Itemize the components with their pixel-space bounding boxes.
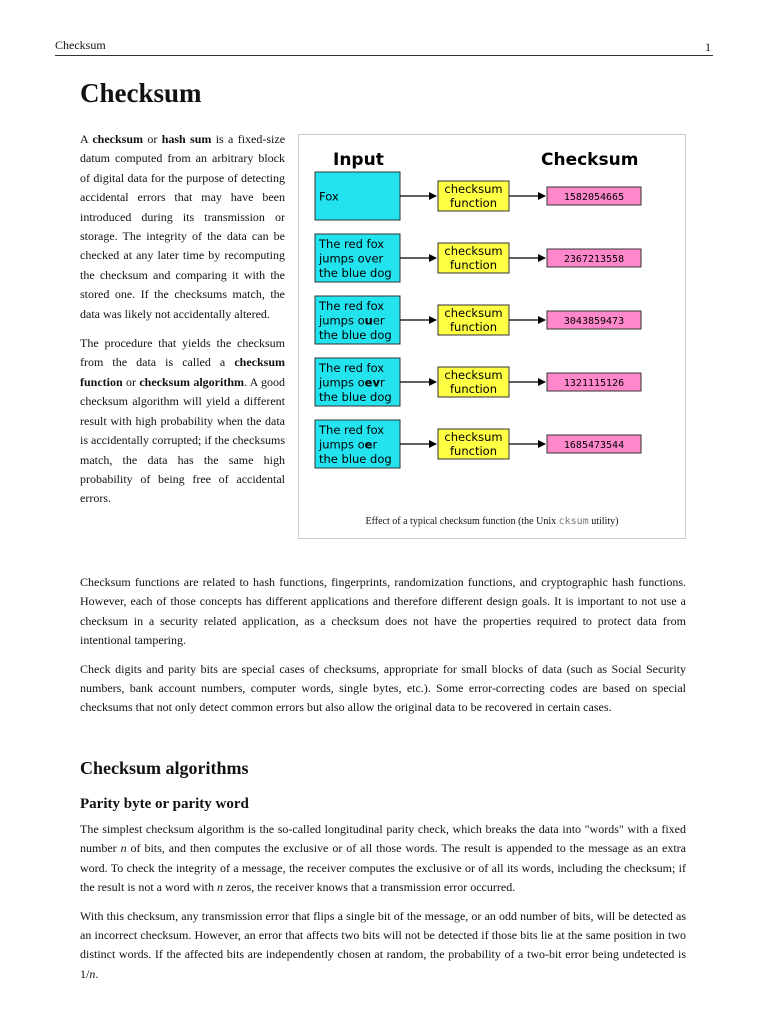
term-hash-sum: hash sum [161, 132, 212, 146]
section-intro [80, 573, 686, 727]
input-text-run: jumps o [319, 437, 365, 452]
section-heading-checksum-algorithms: Checksum algorithms [80, 758, 249, 778]
input-text-run: jumps o [319, 313, 365, 328]
diagram-row [315, 172, 641, 220]
text-run: The procedure that yields the checksum from the data is called a [80, 336, 285, 370]
function-label-line1: checksum [444, 306, 503, 320]
input-text-run: jumps over [319, 251, 384, 266]
input-text-line [318, 237, 384, 251]
function-label-line1: checksum [444, 182, 503, 196]
input-text-run: The red fox [319, 423, 385, 437]
input-text-run: er [372, 313, 385, 328]
intro-paragraph-2 [80, 334, 285, 509]
term-checksum-function: checksum function [80, 355, 285, 389]
input-text-run: ev [364, 375, 380, 390]
diagram-row [315, 420, 641, 468]
input-text-run: jumps o [319, 375, 365, 390]
diagram-row [315, 234, 641, 282]
variable-n: n [120, 841, 127, 856]
checksum-value: 1321115126 [563, 378, 625, 389]
intro-text [80, 130, 285, 519]
diagram-row [315, 296, 641, 344]
checksum-value: 3043859473 [563, 316, 625, 327]
variable-n: n [216, 880, 223, 895]
input-text-run: the blue dog [319, 266, 392, 280]
input-text-line [319, 390, 392, 404]
text-run: of bits, and then computes the exclusive or of all those words. The result is appended to the message as an extra word. To check the integrity of a message, the receiver computes the exclusive or of all its words, including the checksum; if the result is not a word with [80, 841, 687, 895]
text-run: . A good checksum algorithm will yield a different result with high probability when the data is accidentally corrupted; if the checksums match, the data has the same high probability of being free of accidental errors. [80, 374, 285, 506]
input-text-run: the blue dog [319, 390, 392, 404]
input-text-line [319, 328, 392, 342]
variable-n: n [89, 966, 96, 981]
input-text-run: The red fox [319, 361, 385, 375]
running-title: Checksum [55, 38, 106, 52]
text-run: A [80, 132, 93, 146]
input-text-line [319, 266, 392, 280]
input-text-line [319, 452, 392, 466]
input-text-run: r [372, 437, 378, 452]
input-text-run: u [364, 313, 373, 328]
input-text-run: Fox [319, 189, 339, 204]
text-run: . [95, 966, 99, 981]
text-run: With this checksum, any transmission error that flips a single bit of the message, or an odd number of bits, will be detected as an incorrect checksum. However, an error that affects two bits will not be detected if those bits lie at the same position in two distinct words. If the affected bits are independently chosen at random, the probability of a two-bit error being undetected is 1/ [80, 908, 686, 981]
term-checksum-algorithm: checksum algorithm [139, 374, 244, 389]
input-text-line [318, 361, 384, 375]
page-number: 1 [705, 40, 711, 54]
input-text-run: e [364, 437, 373, 452]
caption-text: Effect of a typical checksum function (the Unix [365, 516, 559, 527]
text-run: or [143, 132, 162, 146]
intro-paragraph-1 [80, 130, 285, 324]
function-label-line2: function [450, 196, 497, 210]
input-text-line [318, 299, 384, 313]
checksum-value: 1582054665 [563, 192, 625, 203]
term-checksum: checksum [92, 132, 144, 146]
function-label-line2: function [450, 320, 497, 334]
paragraph-parity-2 [80, 907, 686, 985]
input-text-line [318, 252, 384, 266]
input-text-line [318, 314, 385, 328]
checksum-value: 2367213558 [563, 254, 625, 265]
checksum-figure [298, 134, 686, 539]
text-run: The simplest checksum algorithm is the so-called longitudinal parity check, which breaks the data into "words" with a fixed number [80, 822, 686, 856]
text-run: or [122, 374, 140, 389]
paragraph-check-digits: Check digits and parity bits are special cases of checksums, appropriate for small blocks of data (such as Social Security numbers, bank account numbers, computer words, single bytes, etc.). Some error-correcting codes are based on special checksums that not only detect common errors but also allow the original data to be recovered in certain cases. [80, 661, 686, 715]
checksum-heading: Checksum [541, 150, 639, 170]
function-label-line2: function [450, 382, 497, 396]
text-run: zeros, the receiver knows that a transmission error occurred. [222, 880, 516, 895]
function-label-line1: checksum [444, 244, 503, 258]
checksum-diagram [299, 135, 685, 515]
function-label-line2: function [450, 258, 497, 272]
input-heading: Input [333, 150, 384, 170]
caption-text: utility) [588, 516, 619, 527]
input-text-line [318, 423, 384, 437]
input-text-line [319, 190, 339, 204]
input-text-run: The red fox [319, 299, 385, 313]
parity-section-text [80, 820, 686, 993]
page-title: Checksum [80, 78, 202, 108]
function-label-line1: checksum [444, 430, 503, 444]
figure-caption [299, 516, 685, 527]
checksum-value: 1685473544 [563, 440, 625, 451]
input-text-run: The red fox [319, 237, 385, 251]
input-text-line [318, 438, 377, 452]
input-text-run: r [379, 375, 385, 390]
diagram-row [315, 358, 641, 406]
caption-code: cksum [558, 516, 589, 527]
function-label-line2: function [450, 444, 497, 458]
paragraph-parity-1 [80, 820, 686, 898]
running-header [55, 38, 713, 56]
paragraph-related-functions: Checksum functions are related to hash functions, fingerprints, randomization functions, and cryptographic hash functions. However, each of those concepts has different applications and therefore different design goals. It is important to not use a checksum in a security related application, as a checksum does not have the properties required to protect data from intentional tampering. [80, 575, 686, 648]
input-text-run: the blue dog [319, 452, 392, 466]
input-text-line [318, 376, 385, 390]
subsection-heading-parity: Parity byte or parity word [80, 796, 249, 812]
text-run: is a fixed-size datum computed from an arbitrary block of digital data for the purpose of detecting accidental errors that may have been introduced during its transmission or storage. The integrity of the data can be checked at any later time by recomputing the checksum and comparing it with the stored one. If the checksums match, the data was likely not accidentally altered. [80, 132, 286, 321]
function-label-line1: checksum [444, 368, 503, 382]
input-text-run: the blue dog [319, 328, 392, 342]
